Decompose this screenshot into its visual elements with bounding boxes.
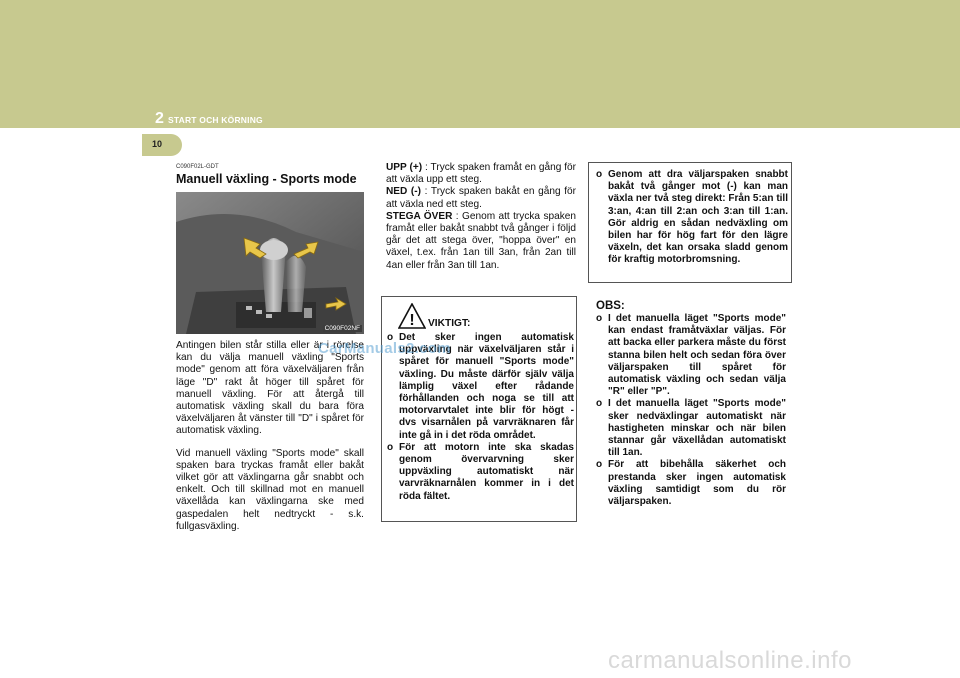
bullet-mark: o	[387, 332, 394, 343]
obs-item-text: I det manuella läget "Sports mode" kan endast framåtväxlar väljas. För att backa eller parkera måste du först stanna bilen helt och sedan föra över väljarspaken till spåret för automatisk växling och sedan välja "R" eller "P".	[608, 313, 786, 398]
chapter-number: 2	[155, 110, 164, 127]
watermark-footer: carmanualsonline.info	[608, 647, 852, 674]
bullet-mark: o	[596, 313, 603, 324]
body-paragraph-1: Antingen bilen står stilla eller är i rörelse kan du välja manuell växling "Sports mode" genom att föra växelväljaren från läge "D" rakt åt höger till spåret för manuell växling. För att återgå till automatisk växling skall du bara föra växelväljaren åt vänster till "D" i spåret för automatisk växling.	[176, 340, 364, 437]
bullet-mark: o	[596, 459, 603, 471]
column-right	[596, 300, 786, 508]
warning-title: VIKTIGT:	[428, 318, 471, 329]
header-band-strip	[0, 120, 960, 128]
definition-text-down: : Tryck spaken bakåt en gång för att växla ned ett steg.	[386, 186, 577, 210]
header-band	[0, 0, 960, 120]
gear-shifter-photo	[176, 192, 364, 334]
warning-item-text: För att motorn inte ska skadas genom övervarvning sker uppväxling automatiskt när varvräknarnålen kommer in i det röda fältet.	[399, 441, 574, 502]
definition-term-skip: STEGA ÖVER	[386, 210, 453, 222]
section-title: Manuell växling - Sports mode	[176, 172, 357, 186]
chapter-title: START OCH KÖRNING	[168, 115, 263, 125]
column-middle	[386, 162, 576, 272]
definition-text-up: : Tryck spaken framåt en gång för att växla upp ett steg.	[386, 162, 576, 186]
definitions-text	[386, 162, 576, 272]
bullet-mark: o	[596, 169, 603, 180]
warning-list	[387, 332, 574, 503]
warning-item-text: Det sker ingen automatisk uppväxling när växelväljaren står i spåret för manuell "Sports mode" växling. Du måste därför själv välja lämplig växel efter rådande förhållanden och noga se till att motorvarvtalet inte blir för högt - dvs visarnålen på varvräknaren får inte gå in i det röda området.	[399, 332, 574, 441]
section-code: C090F02L-GDT	[176, 164, 219, 170]
obs-title: OBS:	[596, 300, 625, 312]
note-item	[596, 169, 788, 267]
note-box	[588, 162, 792, 283]
bullet-mark: o	[596, 398, 603, 410]
body-paragraph-2: Vid manuell växling "Sports mode" skall spaken bara tryckas framåt eller bakåt vilket gör att växlingarna går snabbt och enkelt. Och till skillnad mot en manuell växellåda kan växlingarna ske med gaspedalen helt nedtryckt - s.k. fullgasväxling.	[176, 447, 364, 532]
definition-text-skip: : Genom att trycka spaken framåt eller bakåt snabbt två gånger i följd går det att stega över, "hoppa över" en växel, t.ex. från 1an till 3an, från 2an till 4an eller från 3an till 1an.	[386, 210, 576, 271]
definition-term-down: NED (-)	[386, 186, 422, 198]
warning-item	[387, 442, 574, 503]
page-number: 10	[152, 139, 163, 149]
obs-item	[596, 313, 786, 398]
warning-box	[381, 296, 577, 522]
obs-item-text: För att bibehålla säkerhet och prestanda sker ingen automatisk växling samtidigt som du rör väljarspaken.	[608, 459, 786, 508]
gear-shifter-illustration	[176, 192, 364, 334]
note-list	[596, 169, 788, 267]
warning-triangle-icon	[398, 303, 426, 334]
obs-item	[596, 398, 786, 459]
watermark-middle: CarManuals2.com	[318, 340, 451, 357]
obs-item-text: I det manuella läget "Sports mode" sker nedväxlingar automatiskt när hastigheten minskar och när bilen stannar går växellådan automatiskt till 1an.	[608, 398, 786, 459]
note-item-text: Genom att dra väljarspaken snabbt bakåt två gånger mot (-) kan man växla ner två steg direkt: Från 5:an till 3:an, 4:an till 2:an och 3:an till 1:an. Gör aldrig en sådan nedväxling om bilen har för hög fart för den lägre växeln, det kan orsaka sladd genom för kraftig motorbromsning.	[608, 169, 788, 266]
obs-item	[596, 459, 786, 508]
bullet-mark: o	[387, 441, 394, 453]
definition-term-up: UPP (+)	[386, 162, 423, 173]
warning-icon-glyph: !	[409, 312, 415, 329]
image-code: C090F02NF	[324, 325, 360, 332]
